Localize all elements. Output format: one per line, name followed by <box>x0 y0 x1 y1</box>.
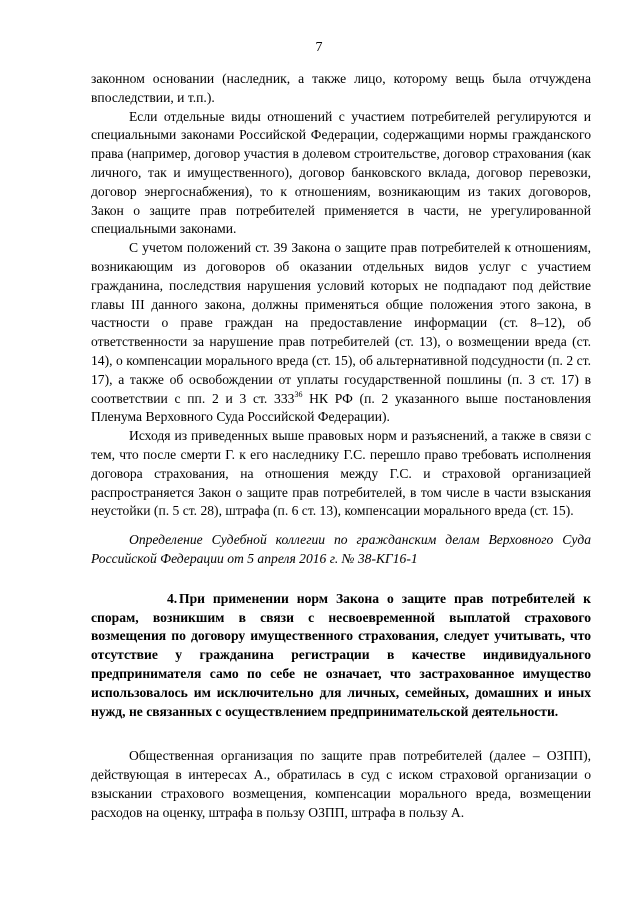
footnote-superscript: 36 <box>294 389 303 399</box>
paragraph-conclusion: Исходя из приведенных выше правовых норм и разъяснений, а также в связи с тем, что после смерти Г. к его наследнику Г.С. перешло право требовать исполнения договора страхования, на отношения между Г.С. и страховой организацией распространяется Закон о защите прав потребителей, в том числе в части взыскания неустойки (п. 5 ст. 28), штрафа (п. 6 ст. 13), компенсации морального вреда (ст. 15). <box>91 428 591 519</box>
thesis-heading <box>91 590 591 722</box>
page-number: 7 <box>315 40 323 55</box>
paragraph-article-39 <box>91 239 591 427</box>
paragraph-case-facts: Общественная организация по защите прав потребителей (далее – ОЗПП), действующая в интересах А., обратилась в суд с иском страховой организации о взыскании страхового возмещения, компенсации морального вреда, возмещении расходов на оценку, штрафа в пользу ОЗПП, штрафа в пользу А. <box>91 748 591 820</box>
thesis-number: 4. <box>167 590 178 606</box>
paragraph-continuation: законном основании (наследник, а также лицо, которому вещь была отчуждена впоследствии, и т.п.). <box>91 71 591 105</box>
court-ruling-source: Определение Судебной коллегии по гражданским делам Верховного Суда Российской Федерации от 5 апреля 2016 г. № 38-КГ16-1 <box>91 532 591 566</box>
paragraph-article-39-text: С учетом положений ст. 39 Закона о защите прав потребителей к отношениям, возникающим из договоров об оказании отдельных видов услуг с участием гражданина, последствия нарушения условий которых не подпадают под действие главы III данного закона, должны применяться общие положения этого закона, в частности о праве граждан на предоставление информации (ст. 8–12), об ответственности за нарушение прав потребителей (ст. 13), о возмещении вреда (ст. 14), о компенсации морального вреда (ст. 15), об альтернативной подсудности (п. 2 ст. 17), а также об освобождении от уплаты государственной пошлины (п. 3 ст. 17) в соответствии с пп. 2 и 3 ст. 333 <box>91 240 591 406</box>
thesis-text: При применении норм Закона о защите прав потребителей к спорам, возникшим в связи с несвоевременной выплатой страхового возмещения по договору имущественного страхования, следует учитывать, что отсутствие у гражданина регистрации в качестве индивидуального предпринимателя само по себе не означает, что застрахованное имущество использовалось им исключительно для личных, семейных, домашних и иных нужд, не связанных с осуществлением предпринимательской деятельности. <box>91 590 591 719</box>
paragraph-article-39-tail: НК РФ (п. 2 указанного выше постановления Пленума Верховного Суда Российской Федерации). <box>91 390 591 425</box>
paragraph-special-laws: Если отдельные виды отношений с участием потребителей регулируются и специальными законами Российской Федерации, содержащими нормы гражданского права (например, договор участия в долевом строительстве, договор страхования (как личного, так и имущественного), договор банковского вклада, договор перевозки, договор энергоснабжения), то к отношениям, возникающим из таких договоров, Закон о защите прав потребителей применяется в части, не урегулированной специальными законами. <box>91 108 591 237</box>
document-body <box>91 70 591 822</box>
